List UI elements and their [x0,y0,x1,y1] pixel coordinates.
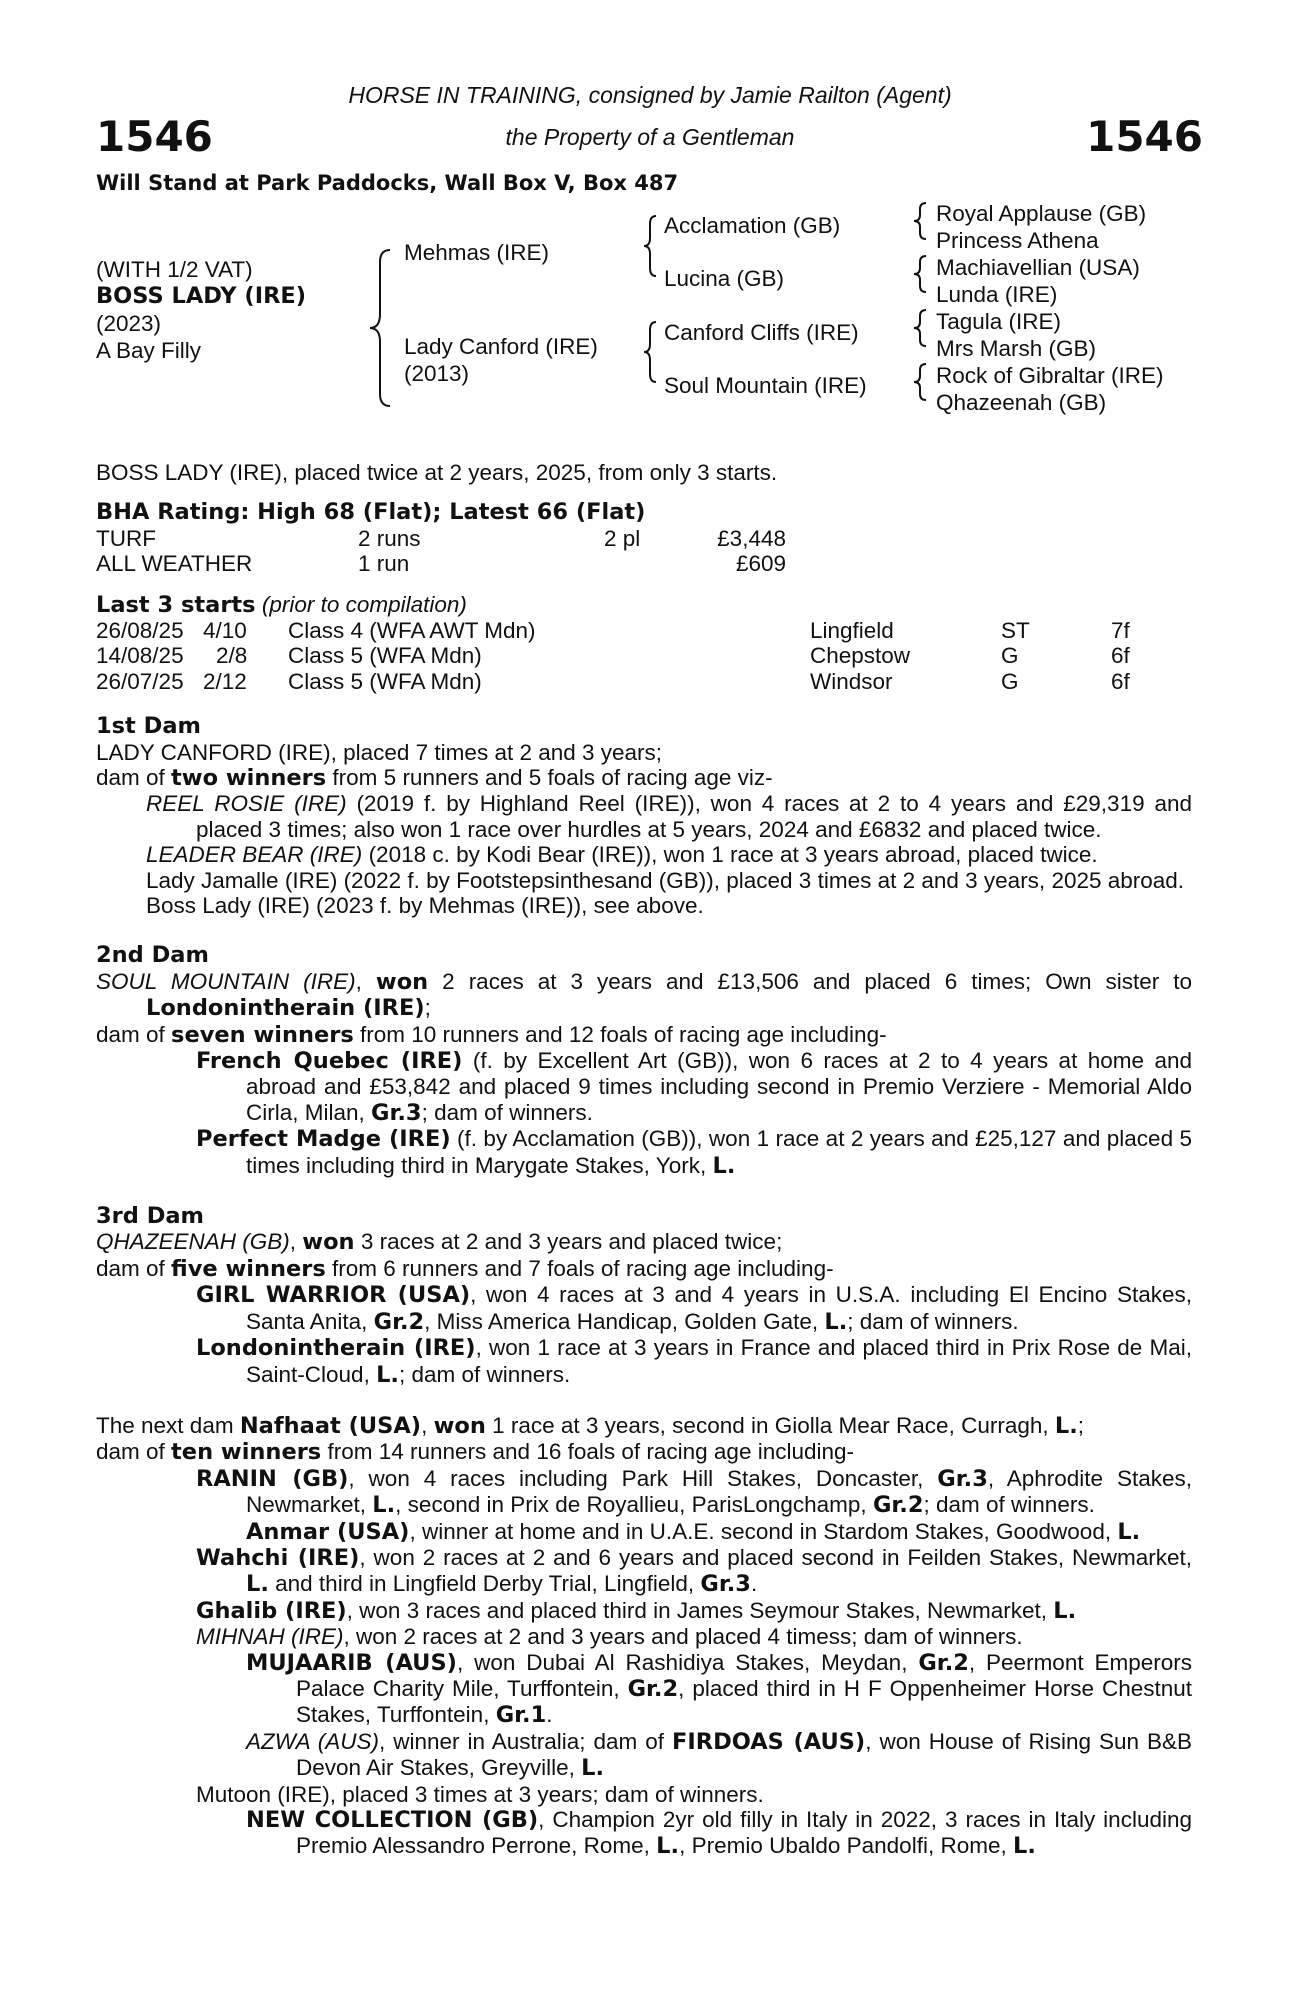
grade: Gr.2 [627,1675,679,1702]
text: , [289,1229,303,1255]
horse-name: Anmar (USA) [246,1518,410,1545]
start-course: Chepstow [810,643,911,669]
grade: L. [656,1833,680,1860]
text: , [355,968,376,994]
second-dam-record [96,969,1192,1022]
second-dam-produce-line [96,1022,1192,1048]
start-position: 4/10 [203,618,247,643]
ggp-qhazeenah: Qhazeenah (GB) [936,390,1107,415]
record: . [750,1571,758,1597]
sire-name: Mehmas (IRE) [404,240,550,265]
produce-londonintherain [96,1335,1192,1388]
start-distance: 6f [1111,668,1130,694]
rating-runs: 1 run [358,551,410,577]
ggp-royal-applause: Royal Applause (GB) [936,201,1147,226]
pedigree-brace-ggp2 [910,254,930,294]
text: from 6 runners and 7 foals of racing age including- [325,1255,834,1281]
record: (2019 f. by Highland Reel (IRE)), won 4 races at 2 to 4 years and £29,319 and placed 3 times; also won 1 race over hurdles at 5 years, 2024 and £6832 and placed twice. [196,791,1192,842]
property-line: the Property of a Gentleman [505,124,795,150]
ggp-tagula: Tagula (IRE) [936,309,1062,334]
grade: L. [712,1152,736,1179]
pedigree-brace-ggp1 [910,201,930,241]
horse-name: GIRL WARRIOR (USA) [196,1282,471,1309]
horse-year: (2023) [96,311,162,336]
first-dam-produce-line [96,765,1192,791]
horse-identity [96,256,306,364]
record: (2018 c. by Kodi Bear (IRE)), won 1 race at 3 years abroad, placed twice. [362,842,1098,868]
record: (f. by Excellent Art (GB)), won 6 races at 2 to 4 years at home and abroad and £53,842 and placed 9 times including second in Premio Verziere - Memorial Aldo Cirla, Milan, [246,1048,1192,1125]
pedigree-brace-ggp3 [910,308,930,348]
start-position: 2/8 [216,643,248,669]
grade: Gr.3 [700,1571,751,1598]
grade: L. [372,1492,396,1519]
text: 1 race at 3 years, second in Giolla Mear Race, Curragh, [485,1412,1055,1438]
produce-leader-bear [96,842,1192,867]
start-row [96,643,1192,668]
record: , Peermont Emperors Palace Charity Mile, Turffontein, [296,1649,1192,1701]
grade: L. [376,1361,399,1388]
start-date: 26/07/25 [96,668,184,694]
produce-mihnah [96,1624,1192,1649]
record: , Champion 2yr old filly in Italy in 2022, 3 races in Italy including Premio Alessandro Perrone, Rome, [296,1807,1192,1859]
record: , won 3 races and placed third in James Seymour Stakes, Newmarket, [346,1597,1054,1623]
horse-name: QHAZEENAH (GB) [96,1229,290,1255]
rating-runs: 2 runs [358,525,421,551]
record: , won House of Rising Sun B&B Devon Air Stakes, Greyville, [296,1728,1193,1781]
start-class: Class 5 (WFA Mdn) [288,643,482,669]
horse-name: BOSS LADY (IRE) [96,283,307,309]
produce-wahchi [96,1545,1192,1598]
rating-placed: 2 pl [604,525,641,551]
won-label: won [375,968,429,995]
third-dam-record [96,1229,1192,1255]
start-class: Class 5 (WFA Mdn) [288,668,482,694]
produce-azwa [96,1729,1192,1782]
text: from 10 runners and 12 foals of racing age including- [353,1021,887,1047]
produce-perfect-madge [96,1126,1192,1179]
stand-line: Will Stand at Park Paddocks, Wall Box V, Box 487 [96,171,679,195]
record: . [546,1702,553,1728]
produce-mujaarib [96,1650,1192,1729]
catalogue-body [96,460,1192,1860]
horse-name: Londonintherain (IRE) [196,1335,476,1362]
horse-name: AZWA (AUS) [246,1728,379,1754]
text: from 5 runners and 5 foals of racing age viz- [326,764,773,790]
start-position: 2/12 [203,668,247,694]
horse-name: Perfect Madge (IRE) [196,1126,451,1153]
text: dam of [96,764,172,790]
produce-reel-rosie [96,791,1192,842]
won-label: won [433,1412,486,1439]
ggp-princess-athena: Princess Athena [936,228,1099,253]
start-distance: 7f [1111,618,1130,643]
horse-name: MIHNAH (IRE) [196,1624,344,1650]
text: dam of [96,1255,172,1281]
winners-count: seven winners [171,1021,354,1048]
rating-row-turf [96,526,1192,551]
record: and third in Lingfield Derby Trial, Lingfield, [268,1571,701,1597]
consignment-line: HORSE IN TRAINING, consigned by Jamie Railton (Agent) [348,82,952,108]
third-dam-heading: 3rd Dam [96,1203,204,1230]
produce-mutoon: Mutoon (IRE), placed 3 times at 3 years; dam of winners. [196,1781,764,1807]
horse-description: A Bay Filly [96,338,202,363]
start-course: Windsor [810,668,893,694]
produce-french-quebec [96,1048,1192,1126]
grade: L. [1054,1412,1078,1439]
grade: Gr.3 [937,1465,988,1492]
start-date: 14/08/25 [96,643,184,669]
start-row [96,669,1192,694]
summary-line: BOSS LADY (IRE), placed twice at 2 years, 2025, from only 3 starts. [96,460,778,485]
last-starts-heading [96,592,1192,618]
text: from 14 runners and 16 foals of racing age including- [321,1439,855,1465]
record: , Aphrodite Stakes, Newmarket, [246,1465,1192,1518]
horse-name: French Quebec (IRE) [196,1048,463,1075]
third-dam-produce-line [96,1256,1192,1282]
grade: L. [1117,1518,1141,1545]
text: dam of [96,1439,172,1465]
last-starts-title: Last 3 starts [96,591,256,618]
text: , [421,1412,434,1438]
text: 3 races at 2 and 3 years and placed twice; [354,1229,783,1255]
won-label: won [302,1229,355,1256]
start-going: G [1001,668,1019,694]
text: 2 races at 3 years and £13,506 and placed 6 times; Own sister to [428,968,1192,994]
grade: L. [1012,1833,1036,1860]
start-date: 26/08/25 [96,618,184,643]
start-course: Lingfield [810,618,894,643]
record: , won 1 race at 3 years in France and placed third in Prix Rose de Mai, Saint-Cloud, [246,1335,1192,1387]
horse-name: RANIN (GB) [196,1465,349,1492]
sister-name: Londonintherain (IRE) [146,995,425,1022]
pedigree-brace-sire [640,214,660,278]
rating-surface: TURF [96,525,156,551]
horse-name: MUJAARIB (AUS) [246,1649,457,1676]
record: , winner in Australia; dam of [378,1728,672,1754]
ggp-machiavellian: Machiavellian (USA) [936,255,1140,280]
record: , placed third in H F Oppenheimer Horse Chestnut Stakes, Turffontein, [296,1675,1193,1728]
dam-dam-name: Soul Mountain (IRE) [664,373,867,398]
record: , won 4 races at 3 and 4 years in U.S.A. including El Encino Stakes, Santa Anita, [246,1282,1192,1334]
produce-ghalib [96,1598,1192,1624]
horse-name: Wahchi (IRE) [196,1544,360,1571]
grade: Gr.1 [495,1702,547,1729]
start-going: ST [1001,618,1030,643]
grade: Gr.3 [371,1099,422,1126]
record: , won 2 races at 2 and 6 years and placed second in Feilden Stakes, Newmarket, [359,1544,1192,1570]
lot-number-right: 1546 [1086,112,1203,161]
last-starts-note: (prior to compilation) [261,591,467,617]
text: ; [424,995,431,1021]
produce-new-collection [96,1807,1192,1860]
record: , won 2 races at 2 and 3 years and placed 4 timess; dam of winners. [343,1624,1023,1650]
record: , Premio Ubaldo Pandolfi, Rome, [679,1833,1013,1859]
winners-count: ten winners [171,1439,322,1466]
first-dam-heading: 1st Dam [96,713,201,740]
grade: Gr.2 [373,1308,425,1335]
horse-name: FIRDOAS (AUS) [672,1728,866,1755]
record: ; dam of winners. [923,1492,1095,1518]
pedigree-brace-ggp4 [910,362,930,402]
produce-anmar [96,1519,1192,1545]
horse-name: REEL ROSIE (IRE) [146,791,347,817]
pedigree-brace-dam [640,320,660,384]
vat-label: (WITH 1/2 VAT) [96,257,253,282]
record: (f. by Acclamation (GB)), won 1 race at 2 years and £25,127 and placed 5 times including third in Marygate Stakes, York, [246,1126,1192,1178]
next-dam-record [96,1413,1192,1439]
produce-girl-warrior [96,1282,1192,1335]
sire-sire-name: Acclamation (GB) [664,213,841,238]
rating-prize: £609 [735,551,786,577]
dam-year: (2013) [404,361,470,386]
record: ; dam of winners. [421,1099,593,1125]
horse-name: SOUL MOUNTAIN (IRE) [96,968,356,994]
grade: Gr.2 [918,1649,969,1676]
record: , winner at home and in U.A.E. second in Stardom Stakes, Goodwood, [409,1518,1118,1544]
produce-ranin [96,1466,1192,1519]
horse-name: Nafhaat (USA) [239,1412,422,1439]
grade: Gr.2 [872,1492,924,1519]
rating-heading: BHA Rating: High 68 (Flat); Latest 66 (Flat) [96,499,646,526]
dam-name: Lady Canford (IRE) [404,334,598,359]
rating-surface: ALL WEATHER [96,551,253,577]
record: , won 4 races including Park Hill Stakes, Doncaster, [348,1465,938,1491]
grade: L. [246,1571,269,1598]
produce-lady-jamalle: Lady Jamalle (IRE) (2022 f. by Footstepsinthesand (GB)), placed 3 times at 2 and 3 years, 2025 abroad. [146,867,1185,893]
grade: L. [1053,1597,1077,1624]
horse-name: LEADER BEAR (IRE) [146,842,363,868]
text: The next dam [96,1412,240,1438]
rating-row-all-weather [96,551,1192,576]
horse-name: Ghalib (IRE) [196,1597,347,1624]
start-distance: 6f [1111,643,1130,669]
record: , won Dubai Al Rashidiya Stakes, Meydan, [456,1649,919,1675]
record: ; dam of winners. [847,1308,1019,1334]
grade: L. [824,1308,848,1335]
ggp-mrs-marsh: Mrs Marsh (GB) [936,336,1096,361]
ggp-rock-of-gibraltar: Rock of Gibraltar (IRE) [936,363,1164,388]
start-going: G [1001,643,1019,669]
horse-name: NEW COLLECTION (GB) [246,1807,539,1834]
rating-prize: £3,448 [717,525,786,551]
dam-sire-name: Canford Cliffs (IRE) [664,320,859,345]
ggp-lunda: Lunda (IRE) [936,282,1058,307]
text: dam of [96,1021,172,1047]
lot-number-left: 1546 [96,112,213,161]
second-dam-heading: 2nd Dam [96,942,209,969]
text: ; [1077,1412,1085,1438]
first-dam-line: LADY CANFORD (IRE), placed 7 times at 2 and 3 years; [96,739,663,765]
record: , second in Prix de Royallieu, ParisLongchamp, [395,1492,873,1518]
winners-count: two winners [171,764,327,791]
next-dam-produce-line [96,1439,1192,1465]
pedigree-brace-main [366,248,396,408]
grade: L. [581,1755,604,1782]
record: ; dam of winners. [398,1361,571,1387]
sire-dam-name: Lucina (GB) [664,266,785,291]
record: , Miss America Handicap, Golden Gate, [424,1308,825,1334]
start-row [96,618,1192,643]
winners-count: five winners [171,1255,326,1282]
pedigree-great-grandparents [936,200,1164,416]
start-class: Class 4 (WFA AWT Mdn) [288,618,536,643]
produce-boss-lady: Boss Lady (IRE) (2023 f. by Mehmas (IRE)), see above. [146,893,704,919]
